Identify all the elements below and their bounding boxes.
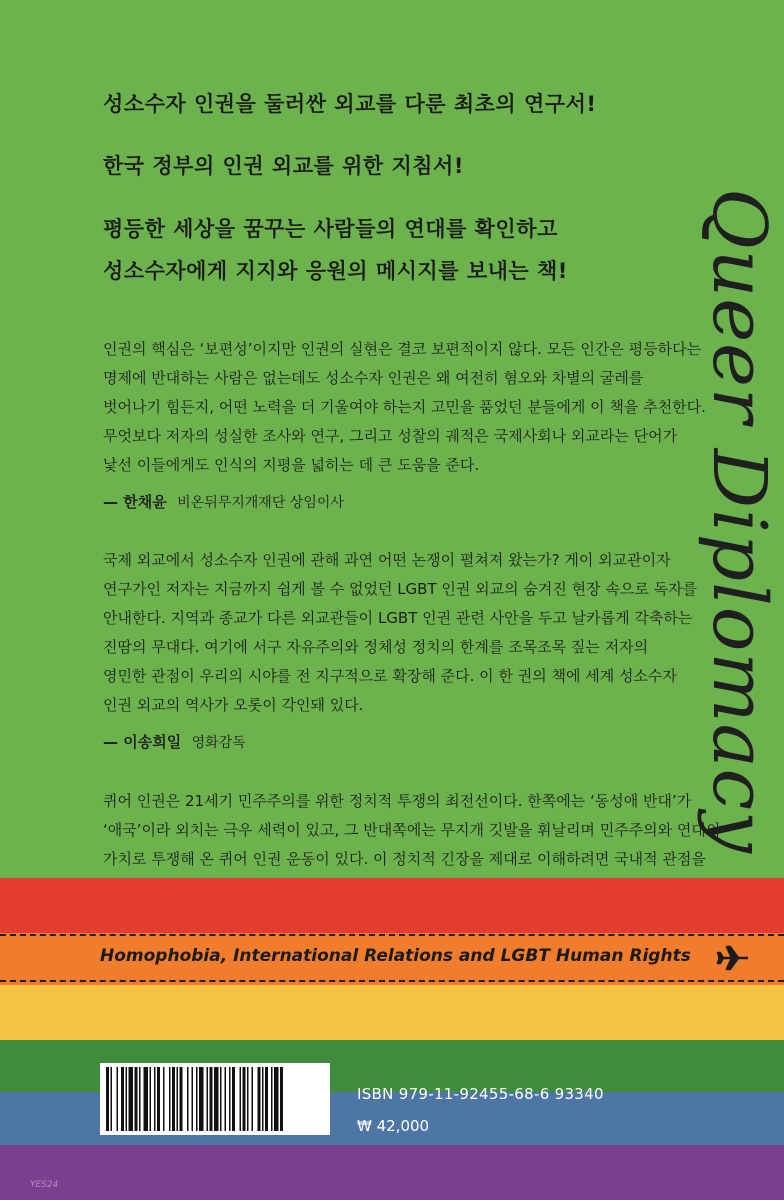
- barcode-bar: [180, 1067, 183, 1131]
- barcode-bar: [121, 1067, 124, 1131]
- blurb-2-line: 국제 외교에서 성소수자 인권에 관해 과연 어떤 논쟁이 펼쳐져 왔는가? 게이 외교관이자: [103, 551, 671, 569]
- barcode-bar: [187, 1067, 189, 1131]
- airplane-icon: [716, 941, 750, 975]
- blurb-2-line: 영민한 관점이 우리의 시야를 전 지구적으로 확장해 준다. 이 한 권의 책에 세계 성소수자: [103, 667, 677, 685]
- barcode-bar: [280, 1067, 283, 1131]
- barcode-bar: [240, 1067, 242, 1131]
- barcode-bar: [144, 1067, 149, 1131]
- blurb-3: [103, 787, 720, 874]
- barcode-bar: [154, 1067, 156, 1131]
- barcode: [100, 1063, 330, 1135]
- barcode-bar: [214, 1067, 219, 1131]
- barcode-bar: [177, 1067, 179, 1131]
- barcode-bar: [192, 1067, 194, 1131]
- barcode-bar: [139, 1067, 141, 1131]
- barcode-bar: [169, 1067, 171, 1131]
- blurb-2-line: 안내한다. 지역과 종교가 다른 외교관들이 LGBT 인권 관련 사안을 두고 날카롭게 각축하는: [103, 609, 693, 627]
- rainbow-stripe-purple: [0, 1145, 784, 1200]
- barcode-bar: [225, 1067, 227, 1131]
- barcode-bar: [262, 1067, 264, 1131]
- blurb-1-line: 명제에 반대하는 사람은 없는데도 성소수자 인권은 왜 여전히 혐오와 차별의 굴레를: [103, 369, 644, 387]
- barcode-bar: [172, 1067, 175, 1131]
- vertical-title: Queer Diplomacy: [696, 188, 782, 854]
- barcode-bar: [129, 1067, 134, 1131]
- barcode-bar: [258, 1067, 261, 1131]
- blurb-1: [103, 335, 706, 480]
- headline-1: 성소수자 인권을 둘러싼 외교를 다룬 최초의 연구서!: [103, 92, 597, 116]
- blurb-1-author: — 한채윤: [103, 493, 167, 511]
- dashed-flight-line-top: [0, 934, 784, 936]
- barcode-bar: [229, 1067, 231, 1131]
- blurb-3-line: 퀴어 인권은 21세기 민주주의를 위한 정치적 투쟁의 최전선이다. 한쪽에는 ‘동성애 반대’가: [103, 792, 692, 810]
- blurb-1-line: 낯선 이들에게도 인식의 지평을 넓히는 데 큰 도움을 준다.: [103, 456, 480, 474]
- blurb-1-line: 무엇보다 저자의 성실한 조사와 연구, 그리고 성찰의 궤적은 국제사회나 외교라는 단어가: [103, 427, 678, 445]
- english-subtitle: Homophobia, International Relations and LGBT Human Rights: [100, 946, 691, 966]
- barcode-bar: [274, 1067, 279, 1131]
- barcode-bar: [247, 1067, 249, 1131]
- barcode-bar: [243, 1067, 246, 1131]
- barcode-bars: [100, 1063, 330, 1135]
- barcode-bar: [220, 1067, 222, 1131]
- blurb-1-role: 비온뒤무지개재단 상임이사: [177, 495, 344, 511]
- barcode-bar: [126, 1067, 128, 1131]
- isbn-text: ISBN 979-11-92455-68-6 93340: [357, 1085, 604, 1103]
- barcode-bar: [117, 1067, 119, 1131]
- barcode-bar: [111, 1067, 113, 1131]
- price-text: ₩ 42,000: [357, 1117, 430, 1135]
- blurb-2-role: 영화감독: [191, 735, 246, 751]
- dashed-flight-line-bottom: [0, 980, 784, 982]
- blurb-2-line: 연구가인 저자는 지금까지 쉽게 볼 수 없었던 LGBT 인권 외교의 숨겨진 현장 속으로 독자를: [103, 580, 698, 598]
- barcode-bar: [210, 1067, 213, 1131]
- blurb-1-line: 벗어나기 힘든지, 어떤 노력을 더 기울여야 하는지 고민을 품었던 분들에게 이 책을 추천한다.: [103, 398, 706, 416]
- headline-3: 평등한 세상을 꿈꾸는 사람들의 연대를 확인하고: [103, 217, 558, 241]
- blurb-1-attribution: [103, 491, 344, 512]
- corner-watermark: YES24: [30, 1180, 59, 1190]
- headline-2: 한국 정부의 인권 외교를 위한 지침서!: [103, 154, 464, 178]
- barcode-bar: [106, 1067, 109, 1131]
- barcode-bar: [196, 1067, 198, 1131]
- blurb-3-line: ‘애국’이라 외치는 극우 세력이 있고, 그 반대쪽에는 무지개 깃발을 휘날리며 민주주의와 연대의: [103, 821, 721, 839]
- blurb-3-line: 가치로 투쟁해 온 퀴어 인권 운동이 있다. 이 정치적 긴장을 제대로 이해하려면 국내적 관점을: [103, 850, 706, 868]
- barcode-bar: [199, 1067, 204, 1131]
- barcode-bar: [252, 1067, 254, 1131]
- barcode-bar: [232, 1067, 235, 1131]
- blurb-2-line: 진땀의 무대다. 여기에 서구 자유주의와 정체성 정치의 한계를 조목조목 짚는 저자의: [103, 638, 649, 656]
- blurb-2-attribution: [103, 731, 246, 752]
- blurb-2-line: 인권 외교의 역사가 오롯이 각인돼 있다.: [103, 696, 364, 714]
- blurb-2-author: — 이송희일: [103, 733, 182, 751]
- rainbow-stripe-red: [0, 878, 784, 933]
- headline-4: 성소수자에게 지지와 응원의 메시지를 보내는 책!: [103, 259, 568, 283]
- barcode-bar: [157, 1067, 160, 1131]
- barcode-bar: [135, 1067, 138, 1131]
- blurb-2: [103, 546, 697, 720]
- barcode-bar: [271, 1067, 273, 1131]
- barcode-bar: [163, 1067, 165, 1131]
- barcode-bar: [265, 1067, 268, 1131]
- barcode-bar: [150, 1067, 152, 1131]
- rainbow-stripe-yellow: [0, 985, 784, 1040]
- barcode-bar: [207, 1067, 209, 1131]
- blurb-1-line: 인권의 핵심은 ‘보편성’이지만 인권의 실현은 결코 보편적이지 않다. 모든 인간은 평등하다는: [103, 340, 702, 358]
